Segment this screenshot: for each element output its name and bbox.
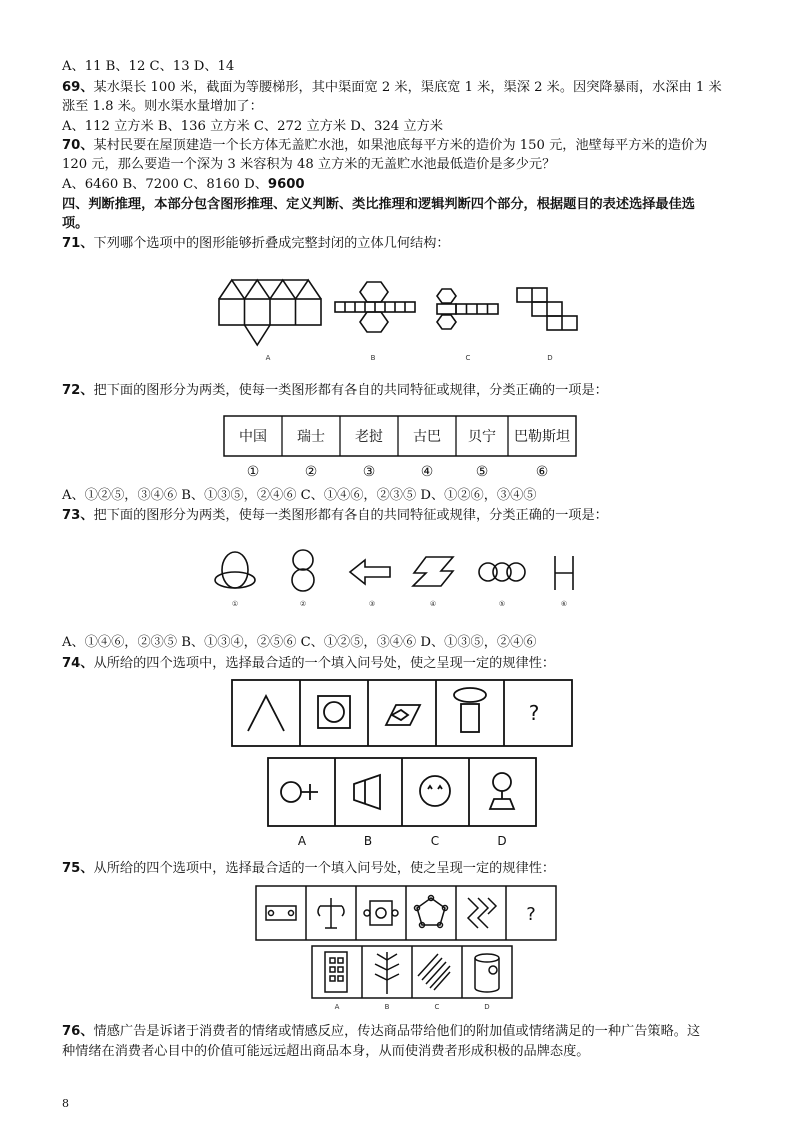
q75-seq-5 [468, 898, 496, 928]
q74-option-b [354, 775, 380, 809]
q72-cell-1: 中国 [239, 429, 267, 445]
section4-heading-line2: 项。 [62, 216, 89, 231]
q71-label-d: D [547, 354, 553, 362]
q76-stem-line2: 种情绪在消费者心目中的价值可能远远超出商品本身，从而使消费者形成积极的品牌态度。 [62, 1044, 590, 1059]
q73-stem [62, 507, 608, 525]
q72-number: 72、 [62, 383, 94, 398]
q72-cell-2: 瑞士 [297, 429, 325, 445]
q71-stem [62, 235, 450, 253]
q74-label-d: D [497, 834, 507, 848]
q72-cell-4: 古巴 [413, 429, 441, 445]
q75-seq-2 [318, 898, 344, 928]
q74-label-b: B [363, 834, 373, 848]
q71-option-c-net [437, 289, 498, 329]
q72-cell-6: 巴勒斯坦 [514, 429, 570, 445]
q72-num-2: ② [304, 464, 318, 480]
q70-number: 70、 [62, 138, 94, 153]
q73-shape-1 [215, 552, 255, 588]
q74-option-c [420, 776, 450, 806]
q73-num-2: ② [299, 600, 307, 608]
q74-seq-3 [386, 705, 420, 725]
q75-seq-1 [266, 906, 296, 920]
q75-label-c: C [434, 1003, 440, 1011]
q74-question-mark: ? [528, 701, 540, 725]
q73-shape-4 [413, 557, 453, 586]
q71-label-b: B [370, 354, 376, 362]
q69-stem-line2: 涨至 1.8 米。则水渠水量增加了： [62, 99, 263, 114]
q70-text: 某村民要在屋顶建造一个长方体无盖贮水池，如果池底每平方米的造价为 150 元，池壁每平方米的造价为 [93, 138, 708, 153]
q70-option-d: 9600 [267, 177, 305, 192]
q74-option-a [281, 782, 318, 802]
q71-label-a: A [265, 354, 271, 362]
q72-num-5: ⑤ [475, 464, 489, 480]
q73-figure [205, 542, 595, 612]
q73-text: 把下面的图形分为两类，使每一类图形都有各自的共同特征或规律，分类正确的一项是： [93, 508, 608, 523]
page-number: 8 [62, 1097, 69, 1110]
q70-options [62, 176, 305, 194]
q75-option-d [475, 954, 499, 992]
q72-stem [62, 382, 608, 400]
q76-number: 76、 [62, 1024, 94, 1039]
q74-seq-1 [248, 696, 284, 731]
q71-option-d-net [517, 288, 577, 330]
q73-options: A、①④⑥，②③⑤ B、①③④，②⑤⑥ C、①②⑤，③④⑥ D、①③⑤，②④⑥ [62, 635, 537, 650]
q73-num-6: ⑥ [560, 600, 568, 608]
q75-stem [62, 860, 555, 878]
q73-shape-6 [555, 556, 573, 590]
q75-seq-3 [364, 901, 398, 925]
q73-shape-3 [350, 560, 390, 584]
q74-figure [228, 678, 578, 850]
q74-seq-4 [454, 688, 486, 732]
q76-text: 情感广告是诉诸于消费者的情绪或情感反应，传达商品带给他们的附加值或情绪满足的一种广告策略。这 [93, 1024, 701, 1039]
q73-num-4: ④ [429, 600, 437, 608]
q73-num-1: ① [231, 600, 239, 608]
q72-cell-5: 贝宁 [468, 429, 496, 445]
q70-stem-line2: 120 元，那么要造一个深为 3 米容积为 48 立方米的无盖贮水池最低造价是多少元？ [62, 157, 556, 172]
q72-options: A、①②⑤，③④⑥ B、①③⑤，②④⑥ C、①④⑥，②③⑤ D、①②⑥，③④⑤ [62, 488, 537, 503]
q75-number: 75、 [62, 861, 94, 876]
q73-num-3: ③ [368, 600, 376, 608]
q75-option-a [325, 952, 347, 992]
q76-stem-line1 [62, 1023, 700, 1041]
q71-text: 下列哪个选项中的图形能够折叠成完整封闭的立体几何结构： [93, 236, 450, 251]
q72-num-4: ④ [420, 464, 434, 480]
q69-options: A、112 立方米 B、136 立方米 C、272 立方米 D、324 立方米 [62, 119, 443, 134]
q73-num-5: ⑤ [498, 600, 506, 608]
q71-label-c: C [465, 354, 471, 362]
q72-cell-3: 老挝 [355, 429, 383, 445]
q74-label-a: A [297, 834, 307, 848]
q69-stem-line1 [62, 79, 722, 97]
q69-text: 某水渠长 100 米，截面为等腰梯形，其中渠面宽 2 米，渠底宽 1 米，渠深 2 米。因突降暴雨，水深由 1 米 [93, 80, 722, 95]
q75-text: 从所给的四个选项中，选择最合适的一个填入问号处，使之呈现一定的规律性： [93, 861, 556, 876]
q71-figure [205, 256, 605, 368]
q75-question-mark: ? [526, 904, 536, 925]
q69-number: 69、 [62, 80, 94, 95]
q74-number: 74、 [62, 656, 94, 671]
q75-figure [252, 884, 562, 1014]
q72-text: 把下面的图形分为两类，使每一类图形都有各自的共同特征或规律，分类正确的一项是： [93, 383, 608, 398]
q74-stem [62, 655, 555, 673]
q71-number: 71、 [62, 236, 94, 251]
q70-stem-line1 [62, 137, 707, 155]
q74-seq-2 [318, 696, 350, 728]
q74-text: 从所给的四个选项中，选择最合适的一个填入问号处，使之呈现一定的规律性： [93, 656, 556, 671]
q70-options-text: A、6460 B、7200 C、8160 D、 [62, 177, 268, 192]
q74-label-c: C [430, 834, 440, 848]
q73-shape-2 [292, 550, 314, 591]
q75-option-c [418, 954, 450, 990]
q72-num-6: ⑥ [535, 464, 549, 480]
q72-num-1: ① [246, 464, 260, 480]
q72-figure [218, 414, 582, 482]
section4-heading-line1: 四、判断推理，本部分包含图形推理、定义判断、类比推理和逻辑判断四个部分，根据题目的表述选择最佳选 [62, 197, 695, 212]
q72-num-3: ③ [362, 464, 376, 480]
q75-label-d: D [484, 1003, 490, 1011]
q75-label-a: A [334, 1003, 340, 1011]
q73-number: 73、 [62, 508, 94, 523]
q75-label-b: B [384, 1003, 390, 1011]
q71-option-b-net [335, 282, 415, 332]
q73-shape-5 [479, 563, 525, 581]
q74-option-d [490, 773, 514, 809]
q71-option-a-net [219, 280, 321, 345]
q68-options: A、11 B、12 C、13 D、14 [62, 59, 235, 74]
q75-option-b [375, 952, 399, 994]
q75-seq-4 [415, 896, 448, 928]
